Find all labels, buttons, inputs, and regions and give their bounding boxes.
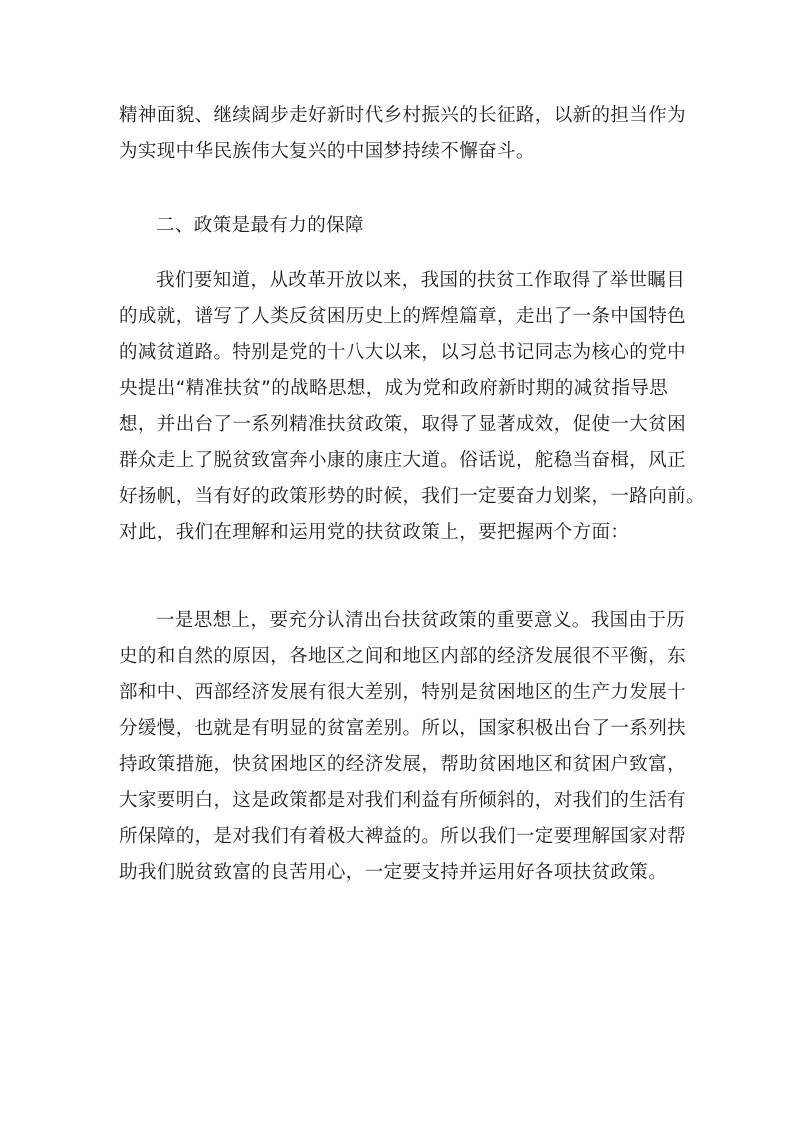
section-heading-block (119, 208, 679, 244)
paragraph-line: 对此，我们在理解和运用党的扶贫政策上，要把握两个方面： (119, 522, 630, 543)
paragraph-line: 所保障的，是对我们有着极大裨益的。所以我们一定要理解国家对帮 (119, 826, 687, 847)
section-heading: 二、政策是最有力的保障 (156, 215, 364, 236)
paragraph-line: 的成就，谱写了人类反贫困历史上的辉煌篇章，走出了一条中国特色 (119, 306, 687, 327)
paragraph-line: 持政策措施，快贫困地区的经济发展，帮助贫困地区和贫困户致富， (119, 754, 687, 775)
paragraph-line: 大家要明白，这是政策都是对我们利益有所倾斜的，对我们的生活有 (119, 790, 687, 811)
paragraph-line: 央提出“精准扶贫”的战略思想，成为党和政府新时期的减贫指导思 (119, 378, 669, 399)
paragraph-line: 为实现中华民族伟大复兴的中国梦持续不懈奋斗。 (119, 141, 535, 162)
paragraph-line: 我们要知道，从改革开放以来，我国的扶贫工作取得了举世瞩目 (156, 270, 686, 291)
paragraph-policy (119, 263, 705, 551)
paragraph-continuation (119, 98, 687, 170)
paragraph-line: 好扬帆，当有好的政策形势的时候，我们一定要奋力划桨，一路向前。 (119, 486, 705, 507)
paragraph-line: 想，并出台了一系列精准扶贫政策，取得了显著成效，促使一大贫困 (119, 414, 687, 435)
paragraph-line: 分缓慢，也就是有明显的贫富差别。所以，国家积极出台了一系列扶 (119, 718, 687, 739)
paragraph-line: 助我们脱贫致富的良苦用心，一定要支持并运用好各项扶贫政策。 (119, 862, 668, 883)
paragraph-first-aspect (119, 603, 687, 891)
paragraph-line: 部和中、西部经济发展有很大差别，特别是贫困地区的生产力发展十 (119, 682, 687, 703)
paragraph-line: 精神面貌、继续阔步走好新时代乡村振兴的长征路，以新的担当作为 (119, 105, 687, 126)
paragraph-line: 的减贫道路。特别是党的十八大以来，以习总书记同志为核心的党中 (119, 342, 687, 363)
paragraph-line: 史的和自然的原因，各地区之间和地区内部的经济发展很不平衡，东 (119, 646, 687, 667)
paragraph-line: 一是思想上，要充分认清出台扶贫政策的重要意义。我国由于历 (156, 610, 686, 631)
paragraph-line: 群众走上了脱贫致富奔小康的康庄大道。俗话说，舵稳当奋楫，风正 (119, 450, 687, 471)
